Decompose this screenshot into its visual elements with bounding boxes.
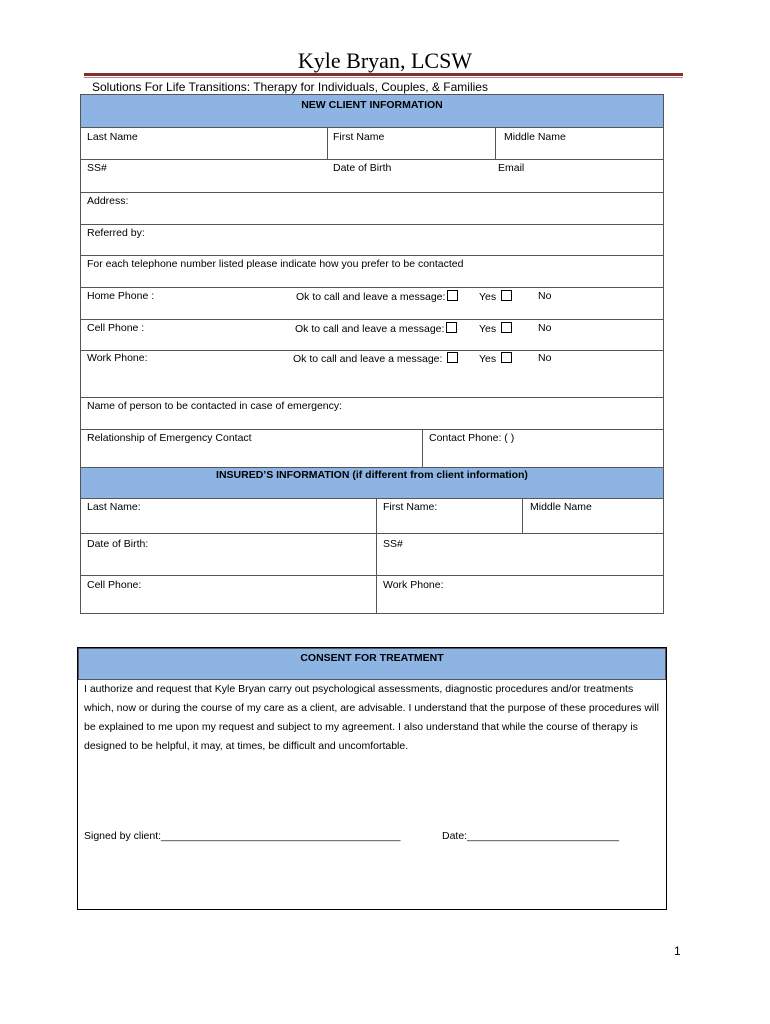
no-checkbox[interactable]	[501, 352, 512, 363]
consent-heading: CONSENT FOR TREATMENT	[300, 652, 444, 664]
last-name-field[interactable]	[80, 127, 328, 160]
last-name-label: Last Name	[87, 131, 138, 143]
yes-label: Yes	[479, 353, 497, 365]
home-phone-row[interactable]	[80, 287, 664, 320]
contact-phone-field[interactable]	[422, 429, 664, 468]
insured-cell-phone-field[interactable]	[80, 575, 377, 614]
cell-phone-ok	[295, 322, 459, 335]
referred-by-field[interactable]	[80, 224, 664, 256]
ok-to-call-label: Ok to call and leave a message:	[293, 353, 443, 365]
insured-ss-field[interactable]	[376, 533, 664, 576]
emergency-contact-label: Name of person to be contacted in case of emergency:	[87, 400, 343, 412]
work-no-label: No	[538, 352, 552, 364]
middle-name-label: Middle Name	[504, 131, 566, 143]
phone-instructions-row	[80, 255, 664, 288]
yes-checkbox[interactable]	[447, 290, 458, 301]
consent-header	[78, 648, 666, 680]
date-line[interactable]: Date:__________________________	[442, 830, 619, 842]
work-phone-label: Work Phone:	[87, 352, 148, 364]
insured-header	[80, 467, 664, 499]
insured-last-name-field[interactable]	[80, 498, 377, 534]
cell-phone-label: Cell Phone :	[87, 322, 145, 334]
email-label[interactable]: Email	[498, 162, 525, 174]
home-yes	[479, 290, 514, 303]
signature-line[interactable]: Signed by client:_________________________________________	[84, 830, 401, 842]
ok-to-call-label: Ok to call and leave a message:	[295, 323, 445, 335]
insured-middle-name-label: Middle Name	[530, 501, 592, 513]
insured-work-phone-label: Work Phone:	[383, 579, 444, 591]
phone-instructions: For each telephone number listed please indicate how you prefer to be contacted	[87, 258, 464, 270]
home-phone-label: Home Phone :	[87, 290, 155, 302]
ok-to-call-label: Ok to call and leave a message:	[296, 291, 446, 303]
no-checkbox[interactable]	[501, 290, 512, 301]
insured-heading: INSURED’S INFORMATION (if different from client information)	[216, 469, 528, 481]
home-phone-ok	[296, 290, 460, 303]
referred-by-label: Referred by:	[87, 227, 145, 239]
insured-ss-label: SS#	[383, 538, 403, 550]
insured-dob-field[interactable]	[80, 533, 377, 576]
cell-phone-row[interactable]	[80, 319, 664, 351]
relationship-label: Relationship of Emergency Contact	[87, 432, 252, 444]
relationship-field[interactable]	[80, 429, 423, 468]
yes-checkbox[interactable]	[447, 352, 458, 363]
emergency-contact-field[interactable]	[80, 397, 664, 430]
title-rule	[84, 73, 683, 76]
insured-middle-name-field[interactable]	[522, 498, 664, 534]
insured-dob-label: Date of Birth:	[87, 538, 149, 550]
page-subtitle: Solutions For Life Transitions: Therapy for Individuals, Couples, & Families	[92, 80, 488, 94]
ss-label[interactable]: SS#	[87, 162, 107, 174]
first-name-label: First Name	[333, 131, 385, 143]
insured-first-name-field[interactable]	[376, 498, 523, 534]
address-field[interactable]	[80, 192, 664, 225]
first-name-field[interactable]	[327, 127, 496, 160]
work-phone-ok	[293, 352, 460, 365]
insured-first-name-label: First Name:	[383, 501, 438, 513]
middle-name-field[interactable]	[495, 127, 664, 160]
new-client-heading: NEW CLIENT INFORMATION	[301, 99, 443, 111]
page-title: Kyle Bryan, LCSW	[297, 48, 473, 73]
contact-phone-label: Contact Phone: ( )	[429, 432, 515, 444]
new-client-header	[80, 94, 664, 128]
cell-yes	[479, 322, 514, 335]
yes-checkbox[interactable]	[446, 322, 457, 333]
no-checkbox[interactable]	[501, 322, 512, 333]
work-phone-row[interactable]	[80, 350, 664, 398]
insured-last-name-label: Last Name:	[87, 501, 141, 513]
consent-paragraph: I authorize and request that Kyle Bryan carry out psychological assessments, diagnostic procedures and/or treatments which, now or during the course of my care as a client, are advisable. I understand that the purpose of these procedures will be explained to me upon my request and subject to my agreement. I also understand that while the course of therapy is designed to be helpful, it may, at times, be difficult and uncomfortable.	[84, 683, 659, 752]
insured-work-phone-field[interactable]	[376, 575, 664, 614]
yes-label: Yes	[479, 323, 497, 335]
address-label: Address:	[87, 195, 129, 207]
cell-no-label: No	[538, 322, 552, 334]
work-yes	[479, 352, 514, 365]
ss-dob-email-row	[80, 159, 664, 193]
page-number: 1	[674, 944, 681, 958]
insured-cell-phone-label: Cell Phone:	[87, 579, 142, 591]
yes-label: Yes	[479, 291, 497, 303]
home-no-label: No	[538, 290, 552, 302]
dob-label[interactable]: Date of Birth	[333, 162, 392, 174]
title-rule-thin	[84, 77, 683, 78]
